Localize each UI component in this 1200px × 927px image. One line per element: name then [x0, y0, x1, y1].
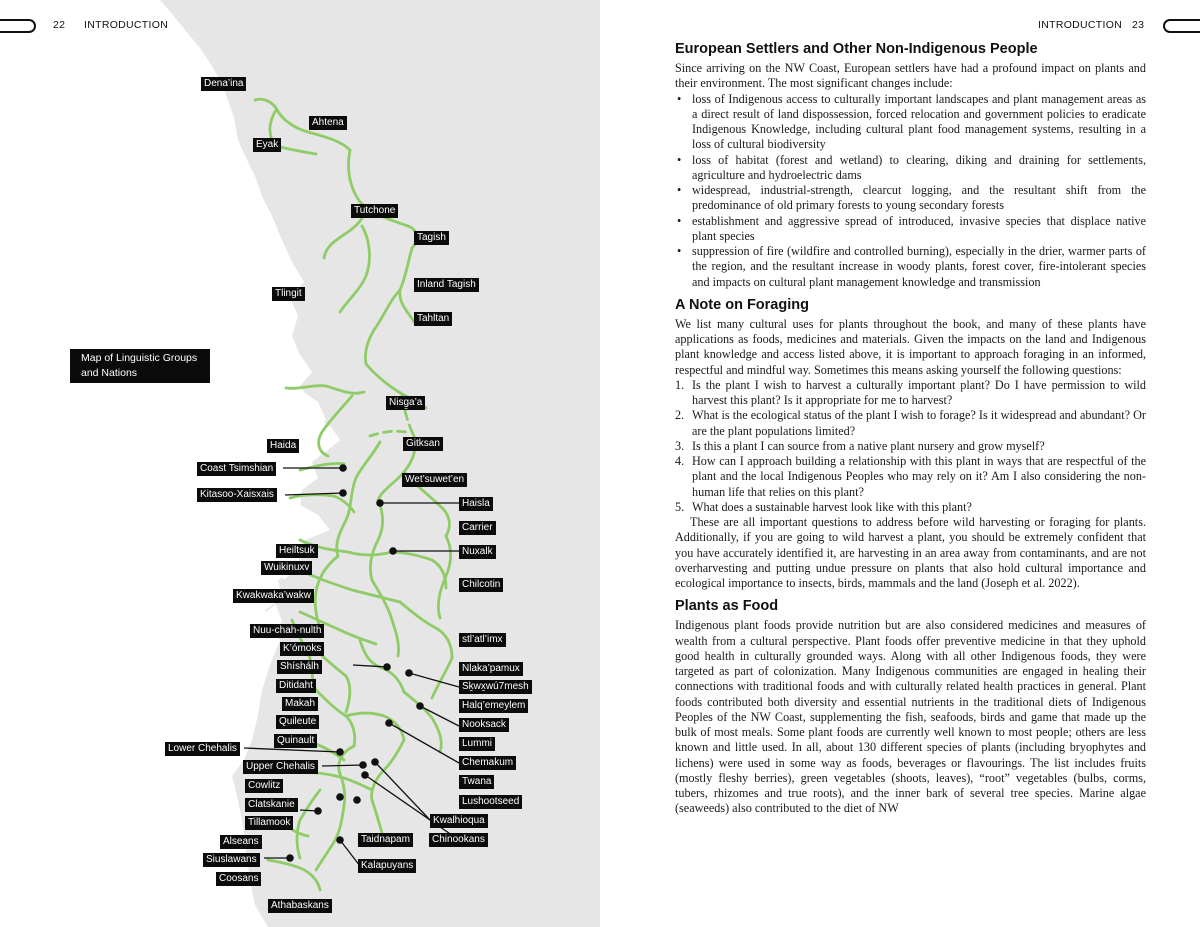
- text-column: [675, 40, 1146, 817]
- map-label-chinookans: Chinookans: [429, 833, 488, 847]
- map-label-taidnapam: Taidnapam: [358, 833, 413, 847]
- map-label-wetsuweten: Wet’suwet’en: [402, 473, 467, 487]
- left-page-number: 22: [53, 19, 66, 31]
- list-item: • loss of habitat (forest and wetland) to clearing, diking and draining for settlements, agriculture and hydroelectric dams: [675, 153, 1146, 184]
- map-label-tillamook: Tillamook: [245, 816, 293, 830]
- right-page-number: 23: [1132, 19, 1145, 31]
- map-label-lummi: Lummi: [459, 737, 495, 751]
- map-label-nooksack: Nooksack: [459, 718, 509, 732]
- map-label-komoks: K’ómoks: [280, 642, 324, 656]
- heading-plants-as-food: Plants as Food: [675, 598, 779, 615]
- map-label-cowlitz: Cowlitz: [245, 779, 283, 793]
- map-label-twana: Twana: [459, 775, 494, 789]
- map-label-makah: Makah: [282, 697, 318, 711]
- map-label-coast-tsimshian: Coast Tsimshian: [197, 462, 276, 476]
- list-item: 5. What does a sustainable harvest look like with this plant?: [675, 499, 972, 514]
- map-label-nuxalk: Nuxalk: [459, 545, 496, 559]
- map-label-carrier: Carrier: [459, 521, 496, 535]
- map-label-kwakwakawakw: Kwakwaka’wakw: [233, 589, 314, 603]
- heading-foraging: A Note on Foraging: [675, 296, 809, 313]
- map-label-inland-tagish: Inland Tagish: [414, 278, 479, 292]
- map-label-alseans: Alseans: [220, 835, 262, 849]
- map-label-gitksan: Gitksan: [403, 437, 443, 451]
- map-label-nuu-chah-nulth: Nuu-chah-nulth: [250, 624, 324, 638]
- map-label-nlakapamux: Nlaka’pamux: [459, 662, 523, 676]
- map-label-kitasoo-xaisxais: Kitasoo-Xaisxais: [197, 488, 277, 502]
- paragraph-intro: Since arriving on the NW Coast, European settlers have had a profound impact on plants and their environment. The most significant changes include:: [675, 61, 1146, 91]
- paragraph-plants-food: Indigenous plant foods provide nutrition but are also considered medicines and measures of wealth from a cultural perspective. Plant foods offer preventive medicine in that they uphold good health in culturally grounded ways. Along with all other Indigenous foods, they were targeted as part of colonization. Many Indigenous communities are engaged in healing their connections with traditional foods and with culturally related health practices in general. Plant foods contributed both diversity and essential nutrients in the traditional diets of Indigenous Peoples of the NW Coast, supplementing the fish, seafoods, birds and game that made up the bulk of most meals. Some plant foods are currently well known to most people; others are less known and little used. In all, about 130 different species of plants (including bryophytes and lichens) were used in some way as foods, beverages or flavourings. The list includes fruits (mostly fleshy berries), green vegetables (shoots, leaves), “root” vegetables (bulbs, corms, tubers, rhizomes and true roots), and the inner bark of several tree species. Marine algae (seaweeds) also contributed to the diet of NW: [675, 618, 1146, 816]
- map-label-halqemeylem: Halq’emeylem: [459, 699, 528, 713]
- map-label-haida: Haida: [267, 439, 299, 453]
- map-label-heiltsuk: Heiltsuk: [276, 544, 318, 558]
- list-item: 2. What is the ecological status of the plant I wish to forage? Is it widespread and abundant? Or are the plant populations limited?: [675, 408, 1146, 438]
- impact-list: [675, 92, 1146, 290]
- map-label-ditidaht: Ditidaht: [276, 679, 316, 693]
- map-label-statlimx: stl’atl’imx: [459, 633, 506, 647]
- map-title: Map of Linguistic Groups and Nations: [70, 349, 210, 383]
- right-section-header: INTRODUCTION: [1038, 19, 1123, 31]
- heading-european-settlers: European Settlers and Other Non-Indigenous People: [675, 41, 1038, 57]
- left-section-header: INTRODUCTION: [84, 19, 169, 31]
- map-label-wuikinuxv: Wuikinuxv: [261, 561, 312, 575]
- page-tab-left: [0, 19, 36, 33]
- map-label-kalapuyans: Kalapuyans: [358, 859, 416, 873]
- paragraph-foraging: We list many cultural uses for plants throughout the book, and many of these plants have applications as foods, medicines and materials. Given the impacts on the land and Indigenous plant knowledge and access listed above, it is important to approach foraging in an informed, respectful and mindful way. Sometimes this means asking yourself the following questions:: [675, 316, 1146, 377]
- map-label-ahtena: Ahtena: [309, 116, 347, 130]
- map-label-chemakum: Chemakum: [459, 756, 516, 770]
- list-item: 3. Is this a plant I can source from a native plant nursery and grow myself?: [675, 438, 1045, 453]
- map-label-shishalh: Shíshálh: [277, 660, 322, 674]
- map-label-skwxwu7mesh: Sḵwx̱wú7mesh: [459, 680, 532, 694]
- map-label-coosans: Coosans: [216, 872, 261, 886]
- map-label-tahltan: Tahltan: [414, 312, 452, 326]
- paragraph-foraging-advice: These are all important questions to address before wild harvesting or foraging for plants. Additionally, if you are going to wild harvest a plant, you should be extremely confident that you have accurately identified it, are harvesting in an area away from contaminants, and are not overharvesting and putting undue pressure on plants that also hold cultural importance and ecological importance to insects, birds, mammals and the land (Joseph et al. 2022).: [675, 515, 1146, 590]
- map-label-nisga: Nisg̱a’a: [386, 396, 425, 410]
- map-label-athabaskans: Athabaskans: [268, 899, 332, 913]
- list-item: 1. Is the plant I wish to harvest a culturally important plant? Do I have permission to wild harvest this plant? Is it appropriate for me to harvest?: [675, 377, 1146, 407]
- page-tab-right: [1163, 19, 1200, 33]
- map-label-lower-chehalis: Lower Chehalis: [165, 742, 240, 756]
- map-label-tutchone: Tutchone: [351, 204, 398, 218]
- map-label-tlingit: Tlingit: [272, 287, 305, 301]
- right-page: [600, 0, 1200, 927]
- map-label-kwalhioqua: Kwalhioqua: [430, 814, 488, 828]
- map-label-siuslawans: Siuslawans: [203, 853, 260, 867]
- list-item: 4. How can I approach building a relationship with this plant in ways that are respectful of the plant and the local Indigenous Peoples who may rely on it? Am I also considering the non-human life that relies on this plant?: [675, 454, 1146, 499]
- map-label-quinault: Quinault: [274, 734, 317, 748]
- map-label-lushootseed: Lushootseed: [459, 795, 522, 809]
- list-item: • widespread, industrial-strength, clearcut logging, and the resultant shift from the predominance of old primary forests to young secondary forests: [675, 183, 1146, 214]
- map-label-haisla: Haisla: [459, 497, 493, 511]
- map-label-upper-chehalis: Upper Chehalis: [243, 760, 318, 774]
- map-label-quileute: Quileute: [276, 715, 319, 729]
- map-label-clatskanie: Clatskanie: [245, 798, 298, 812]
- map-label-denaina: Dena’ina: [201, 77, 246, 91]
- list-item: • establishment and aggressive spread of introduced, invasive species that displace native plant species: [675, 214, 1146, 245]
- map-label-tagish: Tagish: [414, 231, 449, 245]
- map-label-chilcotin: Chilcotin: [459, 578, 503, 592]
- list-item: • loss of Indigenous access to culturally important landscapes and plant management areas as a direct result of land dispossession, forced relocation and government policies to eradicate Indigenous Knowledge, including cultural plant food management systems, resulting in a loss of cultural biodiversity: [675, 92, 1146, 153]
- question-list: [675, 378, 1146, 515]
- list-item: • suppression of fire (wildfire and controlled burning), especially in the drier, warmer parts of the region, and the resultant increase in woody plants, forest cover, fire-intolerant species and impacts on cultural plant management knowledge and transmission: [675, 244, 1146, 290]
- map-label-eyak: Eyak: [253, 138, 281, 152]
